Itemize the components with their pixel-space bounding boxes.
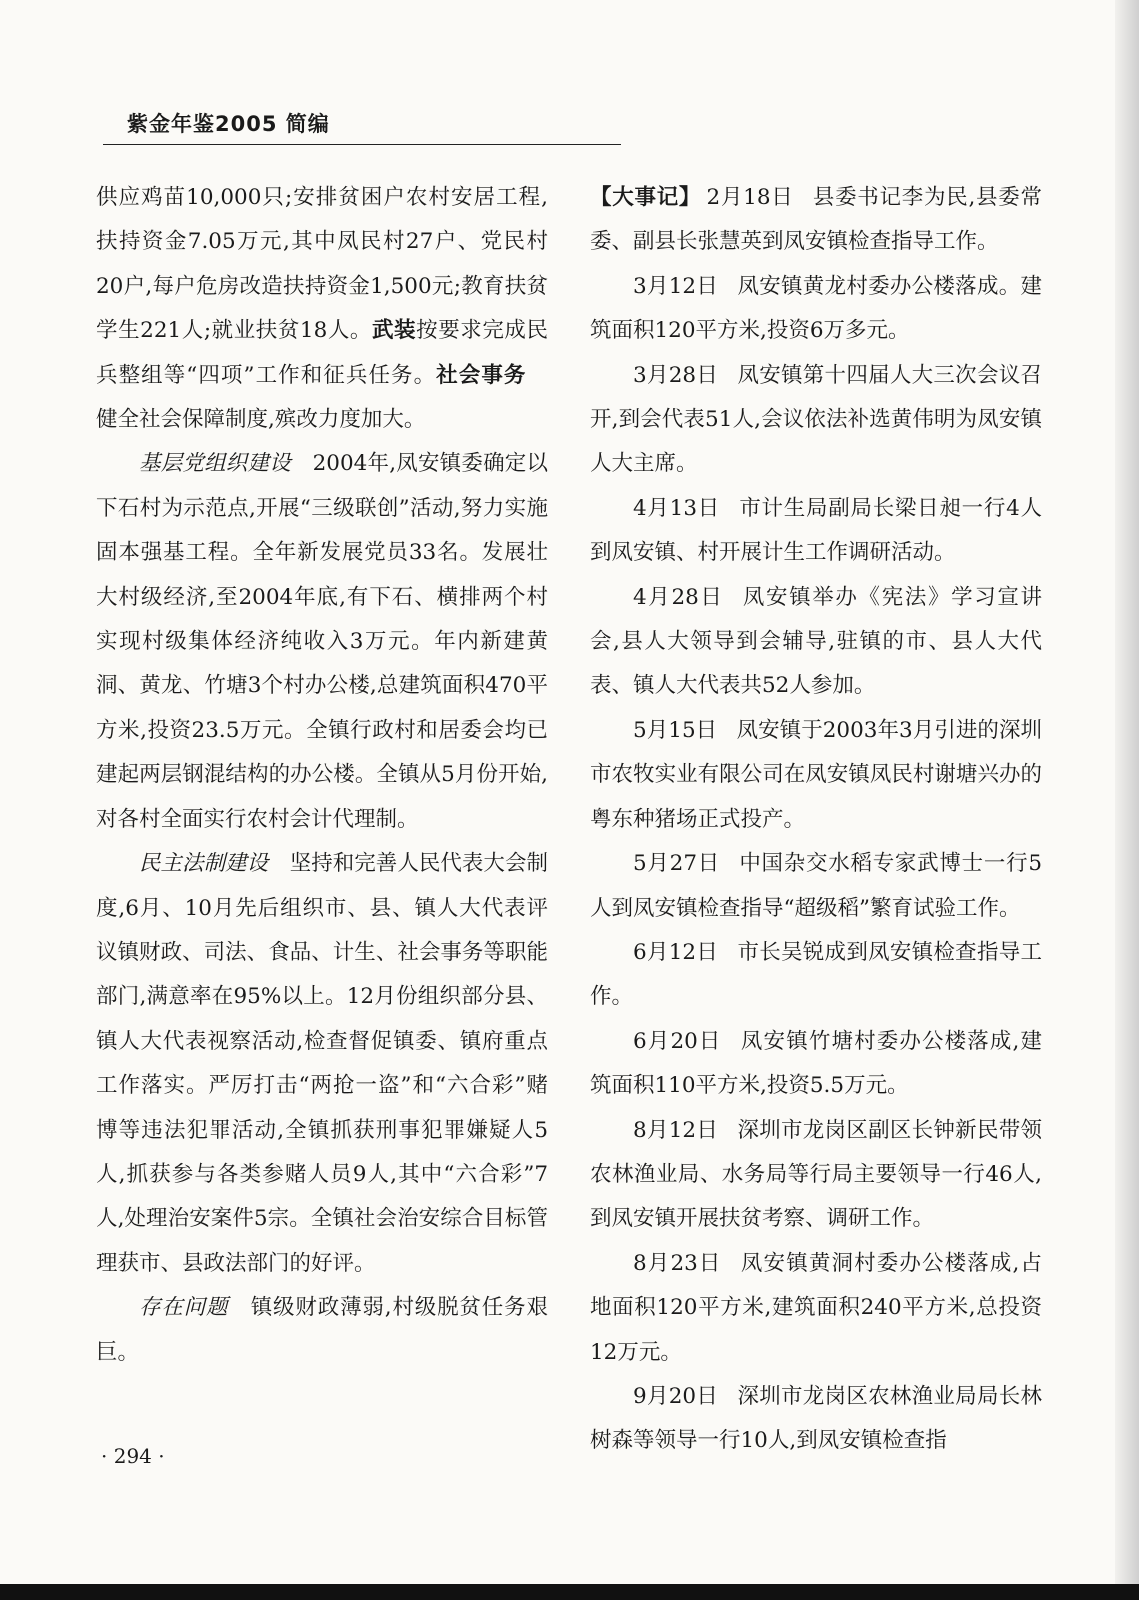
paragraph-text: 按要求完成民兵整组等“四项”工作和征兵任务。 xyxy=(96,318,548,388)
event-entry xyxy=(590,176,1042,265)
paragraph-text: 2004年,凤安镇委确定以下石村为示范点,开展“三级联创”活动,努力实施固本强基工程。全年新发展党员33名。发展壮大村级经济,至2004年底,有下石、横排两个村实现村级集体经济纯收入3万元。年内新建黄洞、黄龙、竹塘3个村办公楼,总建筑面积470平方米,投资23.5万元。全镇行政村和居委会均已建起两层钢混结构的办公楼。全镇从5月份开始,对各村全面实行农村会计代理制。 xyxy=(96,451,548,832)
book-title: 紫金年鉴2005 简编 xyxy=(127,112,330,136)
event-entry xyxy=(590,354,1042,487)
event-date: 4月28日 xyxy=(633,584,724,610)
inline-heading-social-affairs: 社会事务 xyxy=(436,362,527,388)
event-entry xyxy=(590,931,1042,1020)
page-number: · 294 · xyxy=(101,1444,165,1468)
event-entry xyxy=(590,709,1042,842)
event-date: 3月12日 xyxy=(633,273,719,299)
paragraph-text: 镇级财政薄弱,村级脱贫任务艰巨。 xyxy=(96,1295,548,1365)
paragraph-problems xyxy=(96,1286,548,1375)
event-text: 凤安镇竹塘村委办公楼落成,建筑面积110平方米,投资5.5万元。 xyxy=(590,1028,1042,1099)
paragraph-text: 供应鸡苗10,000只;安排贫困户农村安居工程,扶持资金7.05万元,其中凤民村27户、党民村20户,每户危房改造扶持资金1,500元;教育扶贫学生221人;就业扶贫18人。 xyxy=(96,185,548,344)
right-column xyxy=(590,176,1042,1464)
running-header xyxy=(103,108,621,145)
scan-bottom-border xyxy=(0,1584,1139,1600)
event-entry xyxy=(590,842,1042,931)
event-entry xyxy=(590,487,1042,576)
event-text: 凤安镇第十四届人大三次会议召开,到会代表51人,会议依法补选黄伟明为凤安镇人大主席。 xyxy=(590,362,1042,477)
event-text: 凤安镇于2003年3月引进的深圳市农牧实业有限公司在凤安镇凤民村谢塘兴办的粤东种猪场正式投产。 xyxy=(590,717,1042,832)
event-date: 4月13日 xyxy=(633,495,720,521)
event-entry xyxy=(590,265,1042,354)
event-entry xyxy=(590,576,1042,709)
event-date: 8月23日 xyxy=(633,1250,722,1276)
section-label-chronicle: 【大事记】 xyxy=(590,185,702,210)
section-heading: 存在问题 xyxy=(139,1295,229,1321)
event-entry xyxy=(590,1109,1042,1242)
paragraph-party-building xyxy=(96,442,548,842)
section-heading: 民主法制建设 xyxy=(139,851,269,877)
inline-heading-militia: 武装 xyxy=(371,318,417,344)
event-date: 3月28日 xyxy=(633,362,719,388)
event-entry xyxy=(590,1242,1042,1375)
event-date: 6月12日 xyxy=(633,939,719,965)
event-date: 2月18日 xyxy=(706,185,794,210)
event-text: 市长吴锐成到凤安镇检查指导工作。 xyxy=(590,939,1042,1010)
event-text: 凤安镇黄龙村委办公楼落成。建筑面积120平方米,投资6万多元。 xyxy=(590,273,1042,344)
event-date: 5月15日 xyxy=(633,717,718,743)
event-text: 凤安镇举办《宪法》学习宣讲会,县人大领导到会辅导,驻镇的市、县人大代表、镇人大代表共52人参加。 xyxy=(590,584,1042,699)
event-text: 中国杂交水稻专家武博士一行5人到凤安镇检查指导“超级稻”繁育试验工作。 xyxy=(590,851,1042,921)
paragraph-legal-system xyxy=(96,842,548,1286)
paragraph-text: 健全社会保障制度,殡改力度加大。 xyxy=(96,362,548,433)
event-date: 5月27日 xyxy=(633,851,720,877)
section-heading: 基层党组织建设 xyxy=(139,451,291,477)
event-text: 凤安镇黄洞村委办公楼落成,占地面积120平方米,建筑面积240平方米,总投资12万元。 xyxy=(590,1250,1042,1365)
scan-edge-shadow xyxy=(1115,0,1139,1600)
event-date: 9月20日 xyxy=(633,1383,719,1409)
event-date: 6月20日 xyxy=(633,1028,722,1054)
paragraph-text: 坚持和完善人民代表大会制度,6月、10月先后组织市、县、镇人大代表评议镇财政、司法、食品、计生、社会事务等职能部门,满意率在95%以上。12月份组织部分县、镇人大代表视察活动,检查督促镇委、镇府重点工作落实。严厉打击“两抢一盗”和“六合彩”赌博等违法犯罪活动,全镇抓获刑事犯罪嫌疑人5人,抓获参与各类参赌人员9人,其中“六合彩”7人,处理治安案件5宗。全镇社会治安综合目标管理获市、县政法部门的好评。 xyxy=(96,851,548,1276)
event-entry xyxy=(590,1020,1042,1109)
event-text: 深圳市龙岗区农林渔业局局长林树森等领导一行10人,到凤安镇检查指 xyxy=(590,1383,1042,1454)
event-text: 深圳市龙岗区副区长钟新民带领农林渔业局、水务局等行局主要领导一行46人,到凤安镇开展扶贫考察、调研工作。 xyxy=(590,1117,1042,1232)
event-date: 8月12日 xyxy=(633,1117,719,1143)
event-text: 市计生局副局长梁日昶一行4人到凤安镇、村开展计生工作调研活动。 xyxy=(590,495,1042,566)
event-entry xyxy=(590,1375,1042,1464)
left-column xyxy=(96,176,548,1375)
event-text: 县委书记李为民,县委常委、副县长张慧英到凤安镇检查指导工作。 xyxy=(590,185,1042,255)
paragraph-poverty-relief xyxy=(96,176,548,442)
